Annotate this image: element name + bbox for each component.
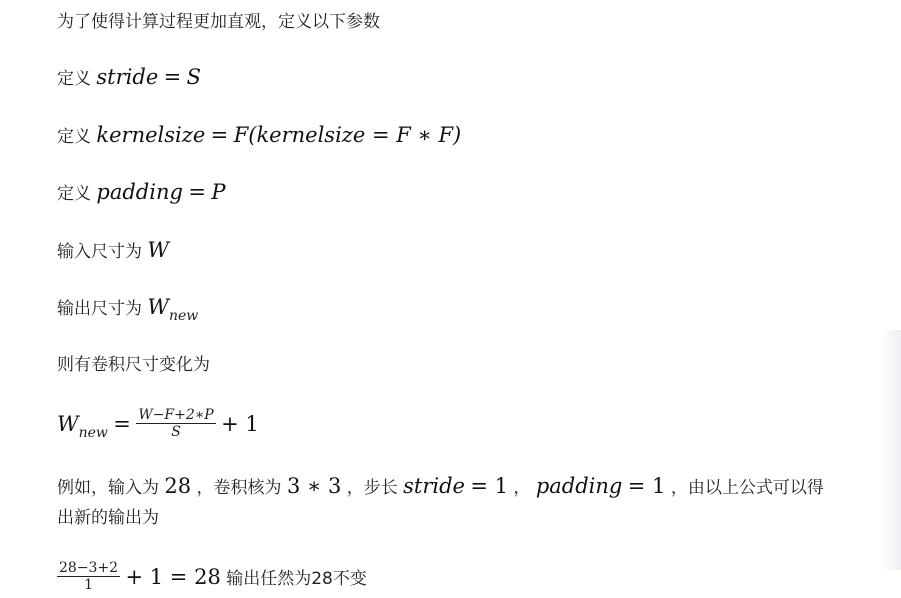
- stride-definition: [57, 64, 201, 92]
- formula-tail: + 1: [221, 412, 259, 436]
- equals-sign: =: [210, 123, 229, 147]
- kernel-definition: [57, 122, 461, 150]
- output-label: 输出尺寸为: [57, 299, 142, 319]
- stride-symbol: stride: [96, 65, 159, 89]
- equals-sign: =: [163, 65, 182, 89]
- example-stride-symbol: stride: [403, 474, 465, 498]
- scroll-edge-shade: [879, 330, 901, 570]
- intro-text: 为了使得计算过程更加直观，定义以下参数: [57, 12, 380, 32]
- equals-sign: =: [188, 180, 206, 204]
- formula-fraction: [136, 407, 215, 440]
- example-kernel-value: 3 ∗ 3: [286, 474, 342, 498]
- padding-value: P: [211, 180, 226, 204]
- output-subscript: new: [169, 308, 199, 324]
- result-text: 输出任然为28不变: [226, 569, 367, 589]
- formula-numerator: W−F+2∗P: [138, 406, 214, 423]
- result-fraction: [57, 560, 120, 593]
- input-var: W: [147, 238, 169, 262]
- result-numerator: 28−3+2: [59, 559, 119, 576]
- padding-definition: [57, 179, 226, 207]
- result-formula: [57, 558, 367, 598]
- example-text-2: ，卷积核为: [196, 478, 282, 498]
- example-text-5: ，由以上公式可以得: [670, 478, 824, 498]
- output-var: W: [147, 295, 169, 319]
- example-text-4: ，: [513, 478, 531, 498]
- formula-lhs-subscript: new: [78, 425, 108, 441]
- stride-value: S: [186, 65, 202, 89]
- example-line-2: 出新的输出为: [57, 508, 159, 528]
- example-input-value: 28: [164, 474, 192, 498]
- kernel-symbol: kernelsize: [96, 123, 206, 147]
- formula-lhs: W: [57, 412, 79, 436]
- example-text-3: ，步长: [346, 478, 398, 498]
- input-size-line: [57, 237, 169, 265]
- def-label: 定义: [57, 184, 91, 204]
- input-label: 输入尺寸为: [57, 242, 142, 262]
- def-label: 定义: [57, 69, 91, 89]
- example-padding-symbol: padding: [535, 474, 623, 498]
- formula-equals: =: [113, 412, 131, 436]
- example-padding-value: = 1: [627, 474, 666, 498]
- formula-denominator: S: [171, 423, 181, 440]
- change-text: 则有卷积尺寸变化为: [57, 355, 210, 375]
- result-tail: + 1 = 28: [125, 565, 221, 589]
- output-size-line: [57, 294, 198, 323]
- example-stride-value: = 1: [470, 474, 509, 498]
- main-formula: [57, 406, 259, 445]
- kernel-value: F(kernelsize = F ∗ F): [233, 123, 462, 147]
- result-denominator: 1: [84, 576, 93, 593]
- example-text-1: 例如，输入为: [57, 478, 159, 498]
- padding-symbol: padding: [96, 180, 183, 204]
- def-label: 定义: [57, 127, 91, 147]
- example-line-1: [57, 473, 824, 501]
